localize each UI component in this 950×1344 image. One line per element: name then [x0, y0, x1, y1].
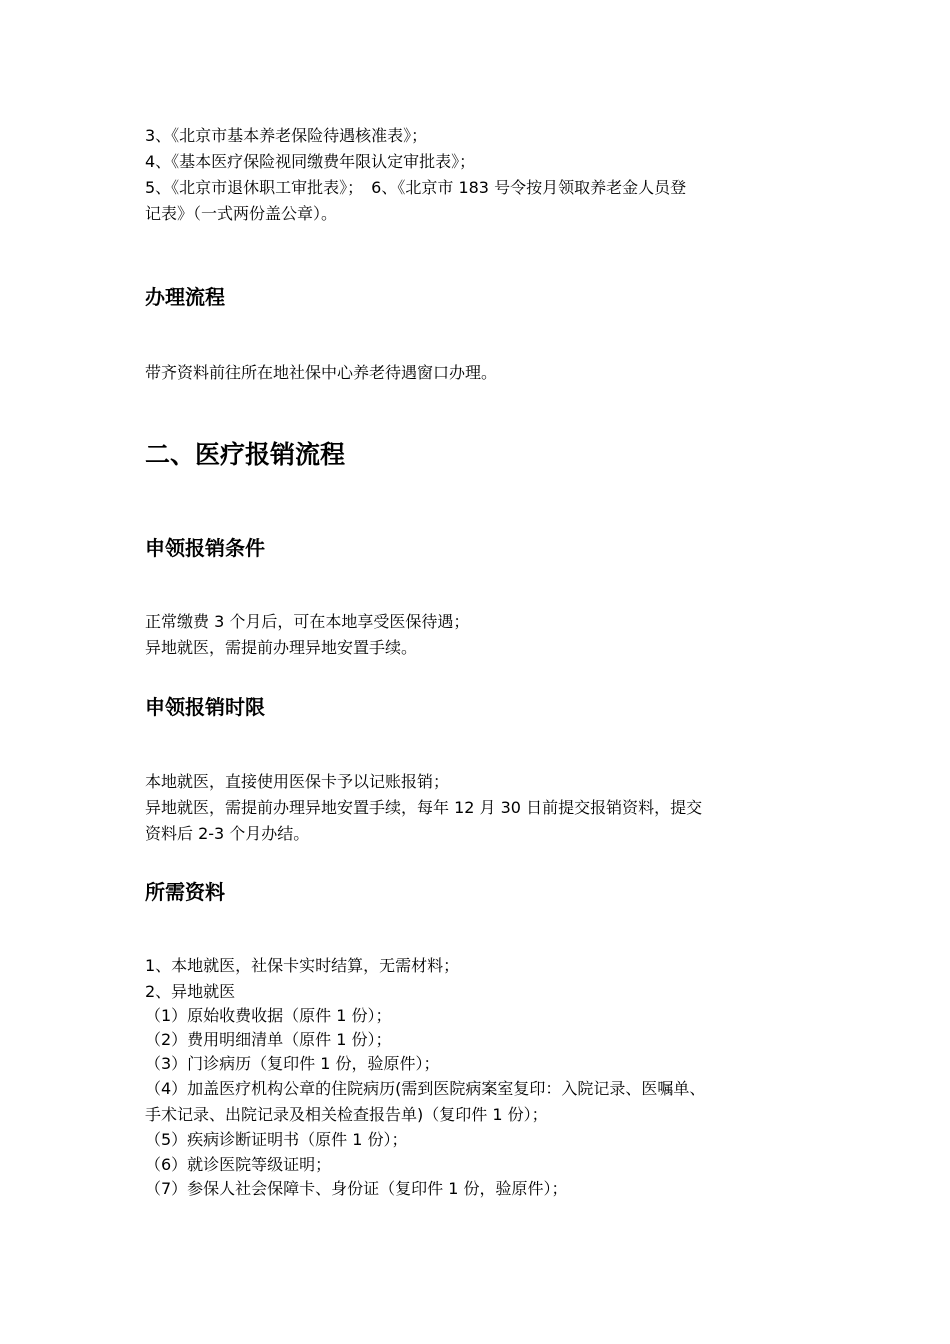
time-limit-line: 本地就医，直接使用医保卡予以记账报销；: [145, 772, 450, 791]
materials-item: （4）加盖医疗机构公章的住院病历(需到医院病案室复印：入院记录、医嘱单、: [145, 1079, 706, 1098]
list-item: 记表》（一式两份盖公章）。: [145, 204, 338, 223]
process-text: 带齐资料前往所在地社保中心养老待遇窗口办理。: [145, 363, 498, 382]
list-item: 3、《北京市基本养老保险待遇核准表》；: [145, 126, 428, 145]
materials-item: 1、本地就医，社保卡实时结算，无需材料；: [145, 956, 460, 975]
conditions-line: 异地就医，需提前办理异地安置手续。: [145, 638, 418, 657]
time-limit-line: 资料后 2-3 个月办结。: [145, 824, 310, 843]
process-heading: 办理流程: [145, 285, 225, 309]
materials-item: （5）疾病诊断证明书（原件 1 份）；: [145, 1130, 408, 1149]
materials-item: （6）就诊医院等级证明；: [145, 1155, 332, 1174]
materials-item: （2）费用明细清单（原件 1 份）；: [145, 1030, 392, 1049]
materials-item: 2、异地就医: [145, 982, 236, 1001]
time-limit-heading: 申领报销时限: [145, 695, 265, 719]
section-title: 二、医疗报销流程: [145, 440, 346, 469]
list-item: 5、《北京市退休职工审批表》； 6、《北京市 183 号令按月领取养老金人员登: [145, 178, 687, 197]
time-limit-line: 异地就医，需提前办理异地安置手续，每年 12 月 30 日前提交报销资料，提交: [145, 798, 703, 817]
conditions-heading: 申领报销条件: [145, 536, 265, 560]
materials-item: （1）原始收费收据（原件 1 份）；: [145, 1006, 392, 1025]
materials-heading: 所需资料: [145, 880, 225, 904]
materials-item: （7）参保人社会保障卡、身份证（复印件 1 份，验原件）；: [145, 1179, 568, 1198]
list-item: 4、《基本医疗保险视同缴费年限认定审批表》；: [145, 152, 476, 171]
materials-item: （3）门诊病历（复印件 1 份，验原件）；: [145, 1054, 440, 1073]
materials-item: 手术记录、出院记录及相关检查报告单)（复印件 1 份）；: [145, 1105, 548, 1124]
conditions-line: 正常缴费 3 个月后，可在本地享受医保待遇；: [145, 612, 470, 631]
